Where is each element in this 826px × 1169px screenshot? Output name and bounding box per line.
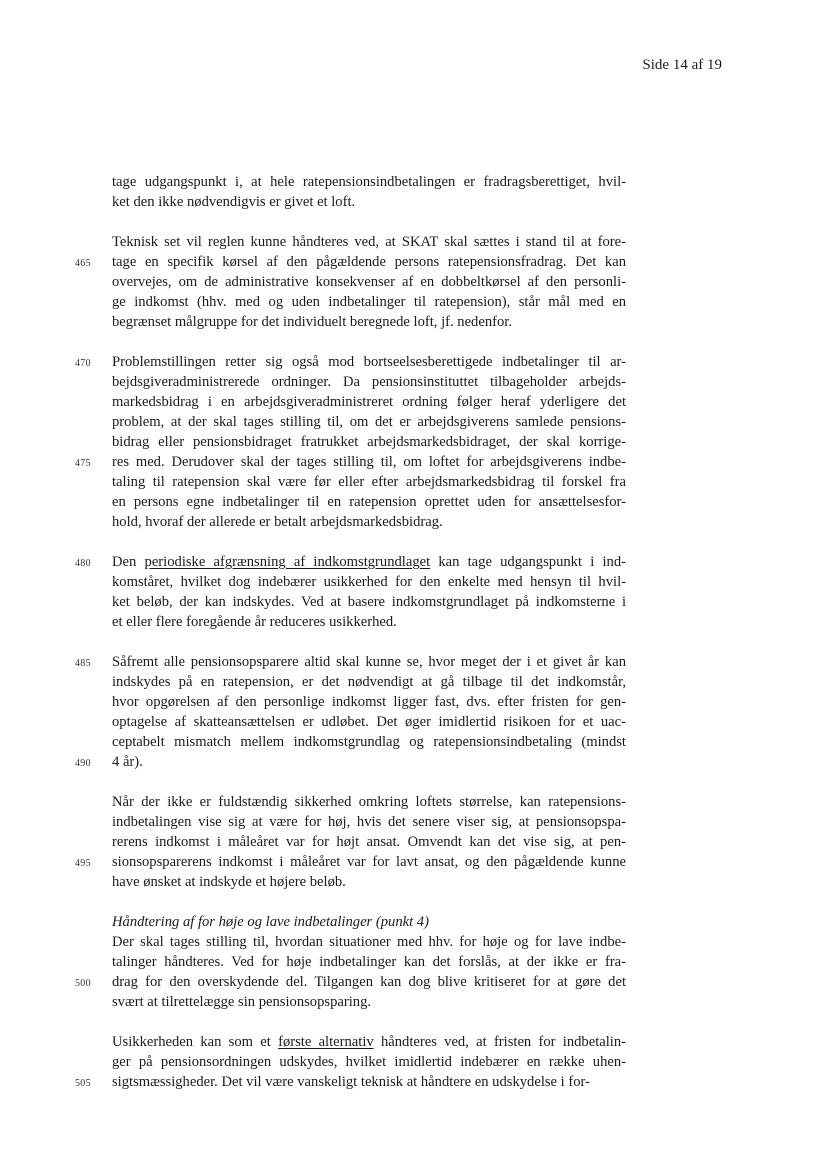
line-text: Såfremt alle pensionsopsparere altid skal kunne se, hvor meget der i et givet år kan [112,654,626,670]
line-number: 465 [75,258,91,269]
text-line [112,1052,626,1072]
line-text: hvor opgørelsen af den personlige indkomst ligger fast, dvs. efter fristen for gen- [112,694,626,710]
text-line [112,492,626,512]
text-line [112,832,626,852]
line-text: komståret, hvilket dog indebærer usikkerhed for den enkelte med hensyn til hvil- [112,574,626,590]
line-number: 495 [75,858,91,869]
line-text: sigtsmæssigheder. Det vil være vanskeligt teknisk at håndtere en udskydelse i for- [112,1074,590,1090]
line-text: problem, at der skal tages stilling til, om det er arbejdsgiverens samlede pensions- [112,414,626,430]
text-line [112,992,626,1012]
text-line [75,1072,626,1092]
text-line [75,252,626,272]
page-number: Side 14 af 19 [642,57,722,73]
line-text: res med. Derudover skal der tages stilling til, om loftet for arbejdsgiverens indbe- [112,454,626,470]
line-text: en persons egne indbetalinger til en ratepension oprettet uden for ansættelsesfor- [112,494,626,510]
line-text: bidrag eller pensionsbidraget fratrukket arbejdsmarkedsbidraget, der skal korrige- [112,434,626,450]
line-number: 470 [75,358,91,369]
line-number: 490 [75,758,91,769]
line-text: ceptabelt mismatch mellem indkomstgrundlag og ratepensionsindbetaling (mindst [112,734,626,750]
text-segment: Den [112,554,145,570]
text-segment: Usikkerheden kan som et [112,1034,279,1050]
text-line [75,972,626,992]
line-text: talinger håndteres. Ved for høje indbetalinger kan det forslås, at der ikke er fra- [112,954,626,970]
text-line [112,392,626,412]
line-text: have ønsket at indskyde et højere beløb. [112,874,346,890]
text-line [75,652,626,672]
text-line [112,292,626,312]
text-line [112,1032,626,1052]
line-text: indbetalingen vise sig at være for høj, hvis det senere viser sig, at pensionsopspa- [112,814,626,830]
text-line [112,232,626,252]
text-line [112,952,626,972]
text-line [112,192,626,212]
line-text: bejdsgiveradministrerede ordninger. Da pensionsinstituttet tilbageholder arbejds- [112,374,626,390]
text-line [112,572,626,592]
text-segment: håndteres ved, at fristen for indbetalin- [373,1034,626,1050]
text-line [75,452,626,472]
text-line [112,692,626,712]
text-line [112,372,626,392]
text-line [112,512,626,532]
text-line [112,612,626,632]
line-text: 4 år). [112,754,143,770]
underlined-term: periodiske afgrænsning af indkomstgrundlaget [144,554,431,570]
line-text: Når der ikke er fuldstændig sikkerhed omkring loftets størrelse, kan ratepensions- [112,794,626,810]
text-line [112,312,626,332]
text-line [112,732,626,752]
line-text: Problemstillingen retter sig også mod bortseelsesberettigede indbetalinger til ar- [112,354,626,370]
text-line [112,592,626,612]
section-heading: Håndtering af for høje og lave indbetalinger (punkt 4) [112,914,429,930]
document-body [75,172,626,1112]
line-number: 475 [75,458,91,469]
line-text: et eller flere foregående år reduceres usikkerhed. [112,614,397,630]
text-line [112,872,626,892]
line-text: drag for den overskydende del. Tilgangen kan dog blive kritiseret for at gøre det [112,974,626,990]
line-text: begrænset målgruppe for det individuelt beregnede loft, jf. nedenfor. [112,314,512,330]
paragraph [75,912,626,1012]
line-number: 485 [75,658,91,669]
line-text: tage udgangspunkt i, at hele ratepensionsindbetalingen er fradragsberettiget, hvil- [112,174,626,190]
text-line [112,712,626,732]
line-text: Teknisk set vil reglen kunne håndteres ved, at SKAT skal sættes i stand til at fore- [112,234,626,250]
line-text: hold, hvoraf der allerede er betalt arbejdsmarkedsbidrag. [112,514,443,530]
paragraph [112,172,626,212]
line-text: svært at tilrettelægge sin pensionsopsparing. [112,994,372,1010]
line-text: tage en specifik kørsel af den pågældende persons ratepensionsfradrag. Det kan [112,254,626,270]
text-line [112,172,626,192]
line-text: markedsbidrag i en arbejdsgiveradministreret ordning følger heraf yderligere det [112,394,626,410]
text-line [112,672,626,692]
underlined-term: første alternativ [278,1034,374,1050]
paragraph [75,552,626,632]
text-line [75,552,626,572]
line-text: rerens indkomst i måleåret var for højt ansat. Omvendt kan det vise sig, at pen- [112,834,626,850]
line-number: 480 [75,558,91,569]
paragraph [75,232,626,332]
line-text: optagelse af skatteansættelsen er udløbet. Det øger imidlertid risikoen for et uac- [112,714,626,730]
paragraph [75,652,626,772]
line-text: ket beløb, der kan indskydes. Ved at basere indkomstgrundlaget på indkomsterne i [112,594,626,610]
line-text: ket den ikke nødvendigvis er givet et loft. [112,194,356,210]
line-number: 505 [75,1078,91,1089]
paragraph [75,792,626,892]
line-text: sionsopsparerens indkomst i måleåret var for lavt ansat, og den pågældende kunne [112,854,626,870]
text-segment: kan tage udgangspunkt i ind- [430,554,626,570]
text-line [112,812,626,832]
text-line [112,472,626,492]
text-line [112,412,626,432]
line-text: taling til ratepension skal være før eller efter arbejdsmarkedsbidrag til forskel fra [112,474,626,490]
line-text: ger på pensionsordningen udskydes, hvilket imidlertid indebærer en række uhen- [112,1054,626,1070]
line-text: ge indkomst (hhv. med og uden indbetalinger til ratepension), står mål med en [112,294,626,310]
text-line [75,352,626,372]
text-line [112,932,626,952]
text-line [112,792,626,812]
line-text: Der skal tages stilling til, hvordan situationer med hhv. for høje og for lave indbe- [112,934,626,950]
line-number: 500 [75,978,91,989]
paragraph [75,352,626,532]
text-line [75,752,626,772]
text-line [112,272,626,292]
line-text: overvejes, om de administrative konsekvenser af en dobbeltkørsel af den personli- [112,274,626,290]
line-text: indskydes på en ratepension, er det nødvendigt at gå tilbage til det indkomstår, [112,674,626,690]
text-line [112,432,626,452]
paragraph [75,1032,626,1092]
text-line [75,852,626,872]
